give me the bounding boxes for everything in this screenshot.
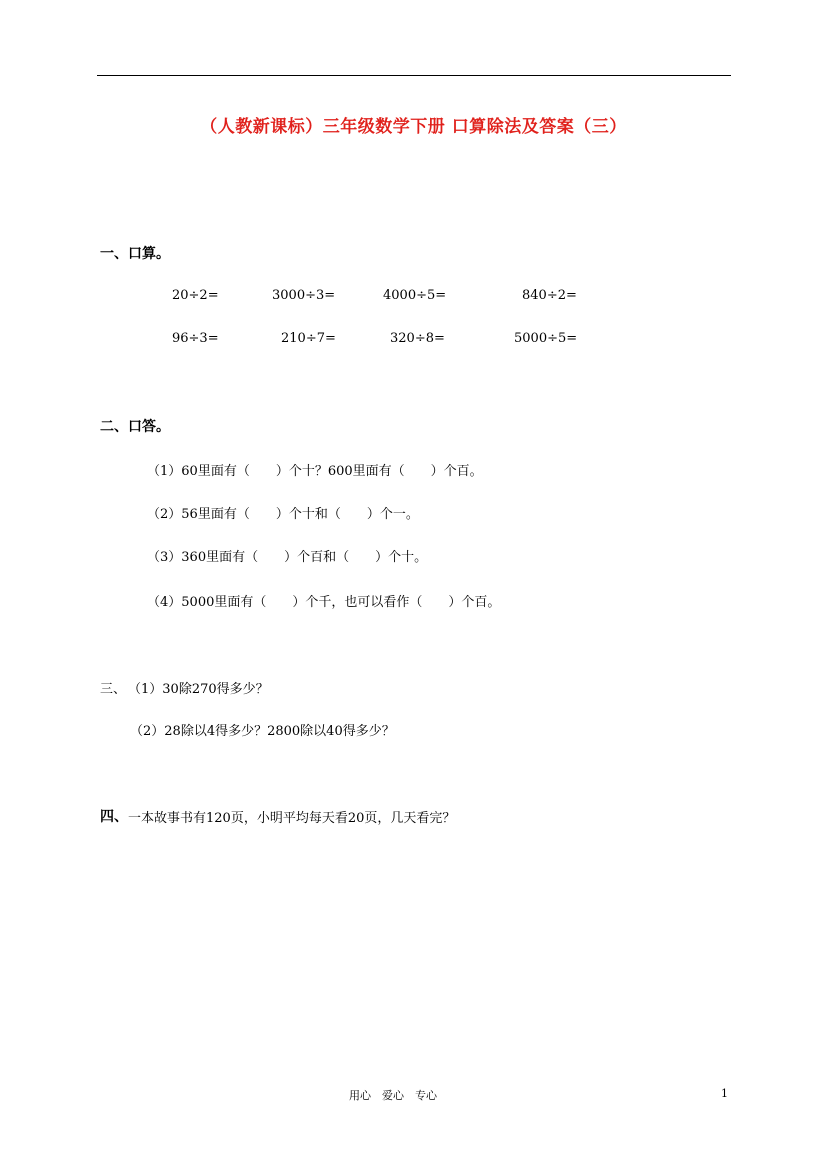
- question-item: （2）28除以4得多少？2800除以40得多少？: [130, 724, 395, 739]
- question-item: （2）56里面有（ ）个十和（ ）个一。: [147, 507, 419, 522]
- calc-item: 210÷7=: [281, 331, 336, 346]
- calc-item: 96÷3=: [172, 331, 219, 346]
- section-4-heading: 四、: [100, 809, 128, 825]
- page-number: 1: [721, 1087, 728, 1100]
- calc-item: 3000÷3=: [272, 288, 336, 303]
- question-item: （3）360里面有（ ）个百和（ ）个十。: [147, 550, 428, 565]
- question-item: （4）5000里面有（ ）个千，也可以看作（ ）个百。: [147, 595, 501, 610]
- header-rule: [97, 75, 731, 76]
- section-2-heading: 二、口答。: [100, 419, 170, 435]
- question-item: （1）60里面有（ ）个十？600里面有（ ）个百。: [147, 464, 483, 479]
- calc-item: 4000÷5=: [383, 288, 447, 303]
- question-item: （1）30除270得多少？: [128, 682, 269, 697]
- calc-item: 840÷2=: [522, 288, 577, 303]
- document-title: （人教新课标）三年级数学下册 口算除法及答案（三）: [200, 117, 627, 137]
- section-3-heading: 三、: [100, 682, 127, 697]
- footer-motto: 用心 爱心 专心: [349, 1089, 437, 1102]
- calc-item: 20÷2=: [172, 288, 219, 303]
- calc-item: 5000÷5=: [514, 331, 578, 346]
- calc-item: 320÷8=: [390, 331, 445, 346]
- word-problem: 一本故事书有120页，小明平均每天看20页，几天看完？: [128, 811, 456, 826]
- section-1-heading: 一、口算。: [100, 246, 170, 262]
